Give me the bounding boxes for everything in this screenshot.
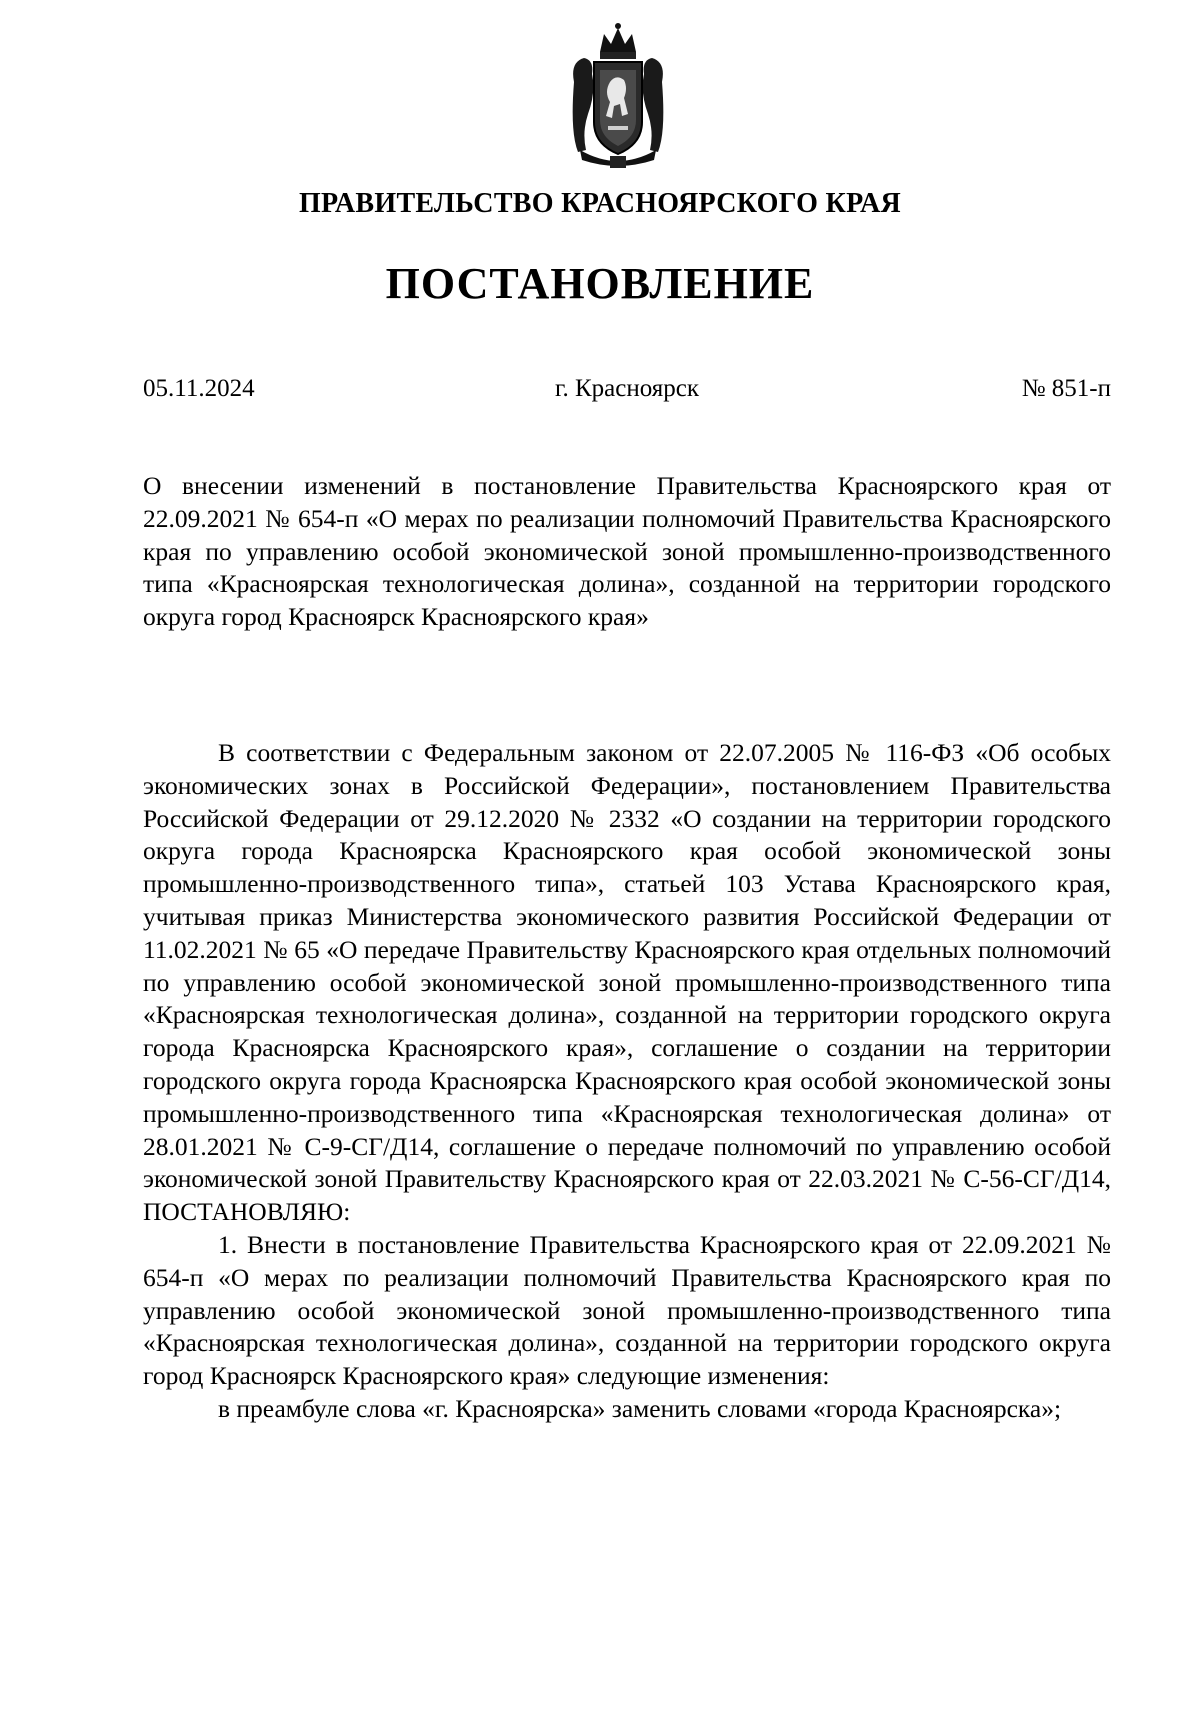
document-meta-row: [143, 375, 1111, 411]
document-city: г. Красноярск: [555, 375, 699, 402]
document-body: [143, 737, 1111, 1426]
document-date: 05.11.2024: [143, 375, 255, 402]
subject-text: О внесении изменений в постановление Правительства Красноярского края от 22.09.2021 № 654-п «О мерах по реализации полномочий Правительства Красноярского края по управлению особой экономической зоной промышленно-производственного типа «Красноярская технологическая долина», созданной на территории городского округа город Красноярск Красноярского края»: [143, 471, 1111, 632]
coat-of-arms-emblem: [566, 22, 670, 172]
preamble-paragraph: В соответствии с Федеральным законом от 22.07.2005 № 116-ФЗ «Об особых экономических зонах в Российской Федерации», постановлением Правительства Российской Федерации от 29.12.2020 № 2332 «О создании на территории городского округа города Красноярска Красноярского края особой экономической зоны промышленно-производственного типа», статьей 103 Устава Красноярского края, учитывая приказ Министерства экономического развития Российской Федерации от 11.02.2021 № 65 «О передаче Правительству Красноярского края отдельных полномочий по управлению особой экономической зоной промышленно-производственного типа «Красноярская технологическая долина», созданной на территории городского округа города Красноярска Красноярского края», соглашение о создании на территории городского округа города Красноярска Красноярского края особой экономической зоны промышленно-производственного типа «Красноярская технологическая долина» от 28.01.2021 № С-9-СГ/Д14, соглашение о передаче полномочий по управлению особой экономической зоной Правительству Красноярского края от 22.03.2021 № С-56-СГ/Д14, ПОСТАНОВЛЯЮ:: [143, 738, 1111, 1227]
item-1-paragraph: 1. Внести в постановление Правительства Красноярского края от 22.09.2021 № 654-п «О мерах по реализации полномочий Правительства Красноярского края по управлению особой экономической зоной промышленно-производственного типа «Красноярская технологическая долина», созданной на территории городского округа город Красноярск Красноярского края» следующие изменения:: [143, 1229, 1111, 1391]
government-title: ПРАВИТЕЛЬСТВО КРАСНОЯРСКОГО КРАЯ: [298, 188, 902, 219]
document-type-title: ПОСТАНОВЛЕНИЕ: [385, 259, 815, 308]
change-1-paragraph: в преамбуле слова «г. Красноярска» заменить словами «города Красноярска»;: [218, 1393, 1062, 1423]
document-number: № 851-п: [1021, 375, 1111, 402]
document-subject: [143, 470, 1111, 634]
